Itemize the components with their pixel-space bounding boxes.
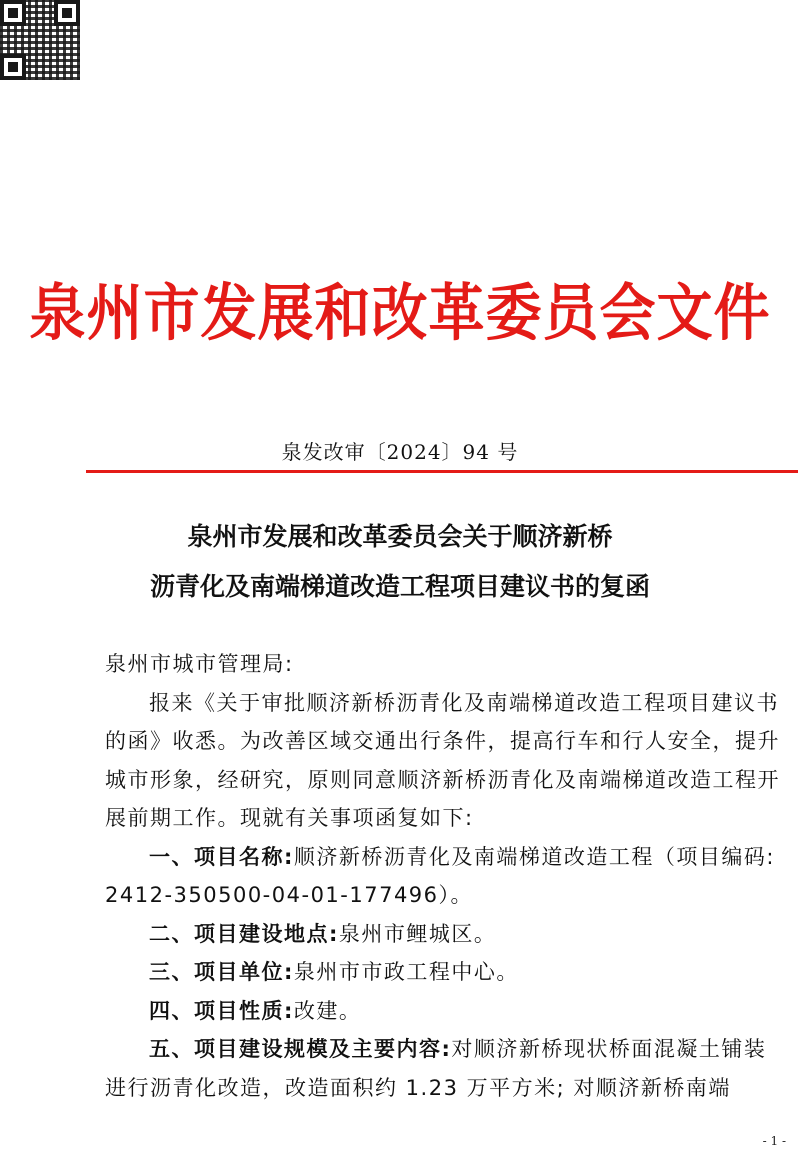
title-line-1: 泉州市发展和改革委员会关于顺济新桥: [187, 522, 613, 551]
document-title: [0, 512, 800, 612]
item-4: [105, 992, 785, 1031]
item-text: 改建。: [293, 998, 362, 1023]
qr-code: [0, 0, 80, 80]
item-heading: 一、项目名称:: [149, 844, 294, 869]
qr-finder-bottom-left: [0, 54, 26, 80]
item-heading: 四、项目性质:: [149, 998, 294, 1023]
intro-paragraph: 报来《关于审批顺济新桥沥青化及南端梯道改造工程项目建议书的函》收悉。为改善区域交通出行条件，提高行车和行人安全，提升城市形象，经研究，原则同意顺济新桥沥青化及南端梯道改造工程开展前期工作。现就有关事项函复如下:: [105, 690, 780, 830]
item-heading: 二、项目建设地点:: [149, 921, 339, 946]
item-text: 顺济新桥沥青化及南端梯道改造工程（项目编码: 2412-350500-04-01-177496）。: [105, 844, 775, 907]
title-line-2: 沥青化及南端梯道改造工程项目建议书的复函: [149, 572, 650, 601]
item-text: 泉州市鲤城区。: [338, 921, 497, 946]
qr-finder-top-left: [0, 0, 26, 26]
document-masthead: 泉州市发展和改革委员会文件: [29, 276, 771, 350]
item-heading: 五、项目建设规模及主要内容:: [149, 1037, 452, 1061]
item-5: [105, 1030, 785, 1107]
document-number: 泉发改审〔2024〕94 号: [281, 440, 519, 464]
page-number: - 1 -: [762, 1134, 786, 1148]
qr-finder-top-right: [54, 0, 80, 26]
item-heading: 三、项目单位:: [149, 960, 294, 984]
item-3: [105, 953, 785, 992]
item-1: [105, 838, 785, 915]
item-text: 对顺济新桥现状桥面混凝土铺装进行沥青化改造，改造面积约 1.23 万平方米; 对顺济新桥南端: [105, 1037, 767, 1100]
red-divider-line: [86, 470, 798, 473]
document-body: [105, 645, 785, 1107]
item-text: 泉州市市政工程中心。: [293, 960, 519, 984]
salutation: 泉州市城市管理局:: [105, 652, 294, 676]
item-2: [105, 915, 785, 954]
